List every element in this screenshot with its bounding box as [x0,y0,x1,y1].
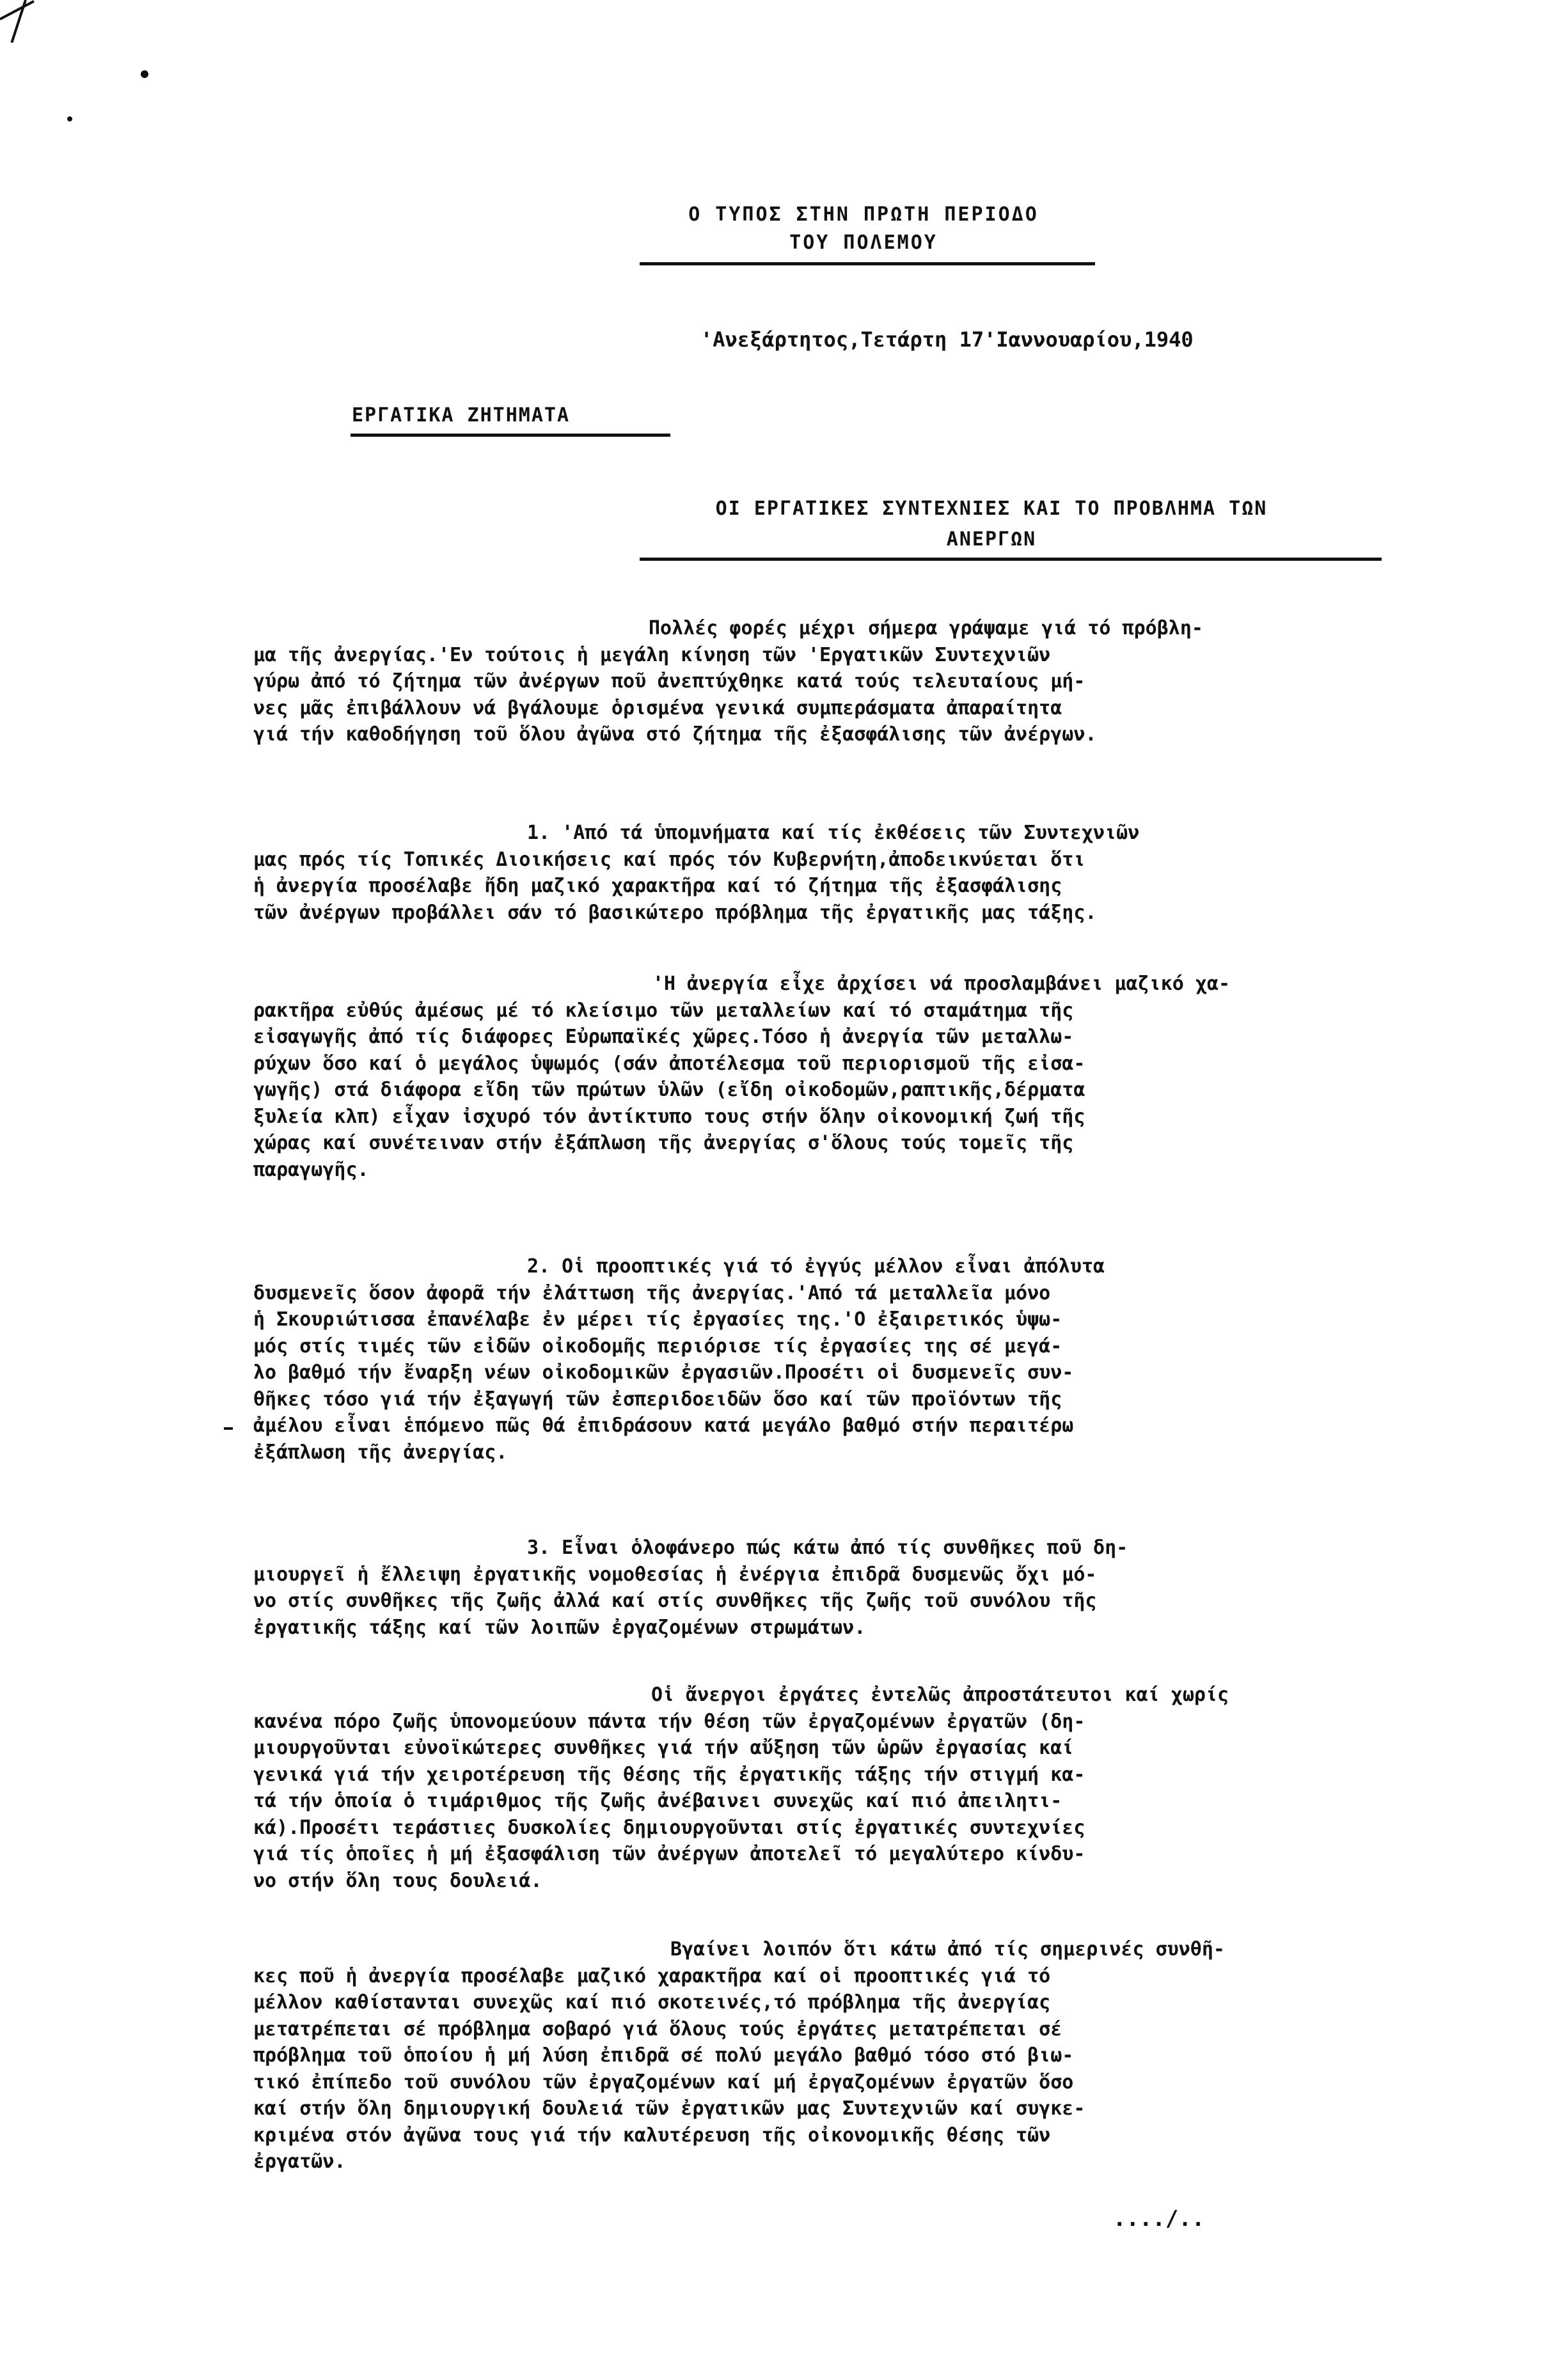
line: ἀμέλου εἶναι ἑπόμενο πῶς θά ἐπιδράσουν κατά μεγάλο βαθμό στήν περαιτέρω [253,1414,1074,1437]
line: πρόβλημα τοῦ ὁποίου ἡ μή λύση ἐπιδρᾶ σέ πολύ μεγάλο βαθμό τόσο στό βιω- [253,2044,1074,2067]
line: τῶν ἀνέργων προβάλλει σάν τό βασικώτερο πρόβλημα τῆς ἐργατικῆς μας τάξης. [253,901,1097,924]
line: νες μᾶς ἐπιβάλλουν νά βγάλουμε ὁρισμένα γενικά συμπεράσματα ἀπαραίτητα [253,696,1062,719]
line: ἐργατικῆς τάξης καί τῶν λοιπῶν ἐργαζομένων στρωμάτων. [253,1616,866,1639]
line: μέλλον καθίστανται συνεχῶς καί πιό σκοτεινές,τό πρόβλημα τῆς ἀνεργίας [253,1991,1051,2014]
corner-scan-mark-2 [10,0,26,43]
line: Πολλές φορές μέχρι σήμερα γράψαμε γιά τό πρόβλη- [649,617,1203,639]
line: γενικά γιά τήν χειροτέρευση τῆς θέσης τῆς ἐργατικῆς τάξης τήν στιγμή κα- [253,1763,1085,1786]
line: γύρω ἀπό τό ζήτημα τῶν ἀνέργων ποῦ ἀνεπτύχθηκε κατά τούς τελευταίους μή- [253,670,1085,693]
line: καί στήν ὅλη δημιουργική δουλειά τῶν ἐργατικῶν μας Συντεχνιῶν καί συγκε- [253,2097,1085,2120]
line: ἡ Σκουριώτισσα ἐπανέλαβε ἐν μέρει τίς ἐργασίες της.'Ο ἐξαιρετικός ὑψω- [253,1308,1062,1331]
line: νο στήν ὅλη τους δουλειά. [253,1869,542,1892]
paragraph-7 [253,1936,1494,2175]
line: ρύχων ὅσο καί ὁ μεγάλος ὑψωμός (σάν ἀποτέλεσμα τοῦ περιορισμοῦ τῆς εἰσα- [253,1052,1085,1075]
line: ἡ ἀνεργία προσέλαβε ἤδη μαζικό χαρακτῆρα καί τό ζήτημα τῆς ἐξασφάλισης [253,875,1062,897]
paragraph-3 [253,971,1494,1183]
paragraph-2 [253,820,1494,926]
line: γιά τήν καθοδήγηση τοῦ ὅλου ἀγῶνα στό ζήτημα τῆς ἐξασφάλισης τῶν ἀνέργων. [253,723,1097,746]
line: τά τήν ὁποία ὁ τιμάριθμος τῆς ζωῆς ἀνέβαινει συνεχῶς καί πιό ἀπειλητι- [253,1790,1062,1812]
line: Οἱ ἄνεργοι ἐργάτες ἐντελῶς ἀπροστάτευτοι καί χωρίς [651,1684,1229,1706]
line: χώρας καί συνέτειναν στήν ἐξάπλωση τῆς ἀνεργίας σ'ὅλους τούς τομεῖς τῆς [253,1132,1074,1154]
line: 1. 'Από τά ὑπομνήματα καί τίς ἐκθέσεις τῶν Συντεχνιῶν [527,822,1140,844]
paragraph-1 [253,615,1494,748]
page-continuation-mark: ..../.. [1113,2206,1205,2232]
headline-line1: ΟΙ ΕΡΓΑΤΙΚΕΣ ΣΥΝΤΕΧΝΙΕΣ ΚΑΙ ΤΟ ΠΡΟΒΛΗΜΑ ΤΩΝ [715,497,1268,520]
margin-dash [224,1427,233,1430]
paragraph-4 [253,1253,1494,1466]
dateline: 'Ανεξάρτητος,Τετάρτη 17'Ιαννουαρίου,1940 [700,327,1194,352]
line: κες ποῦ ἡ ἀνεργία προσέλαβε μαζικό χαρακτῆρα καί οἱ προοπτικές γιά τό [253,1964,1051,1987]
line: ἐξάπλωση τῆς ἀνεργίας. [253,1441,508,1464]
paragraph-5 [253,1535,1494,1641]
line: κριμένα στόν ἀγῶνα τους γιά τήν καλυτέρευση τῆς οἰκονομικῆς θέσης τῶν [253,2124,1051,2147]
line: μιουργοῦνται εὐνοϊκώτερες συνθῆκες γιά τήν αὔξηση τῶν ὡρῶν ἐργασίας καί [253,1737,1074,1759]
line: μιουργεῖ ἡ ἔλλειψη ἐργατικῆς νομοθεσίας ἡ ἐνέργια ἐπιδρᾶ δυσμενῶς ὄχι μό- [253,1563,1097,1586]
header-title-line2: ΤΟΥ ΠΟΛΕΜΟΥ [789,231,938,254]
line: κανένα πόρο ζωῆς ὑπονομεύουν πάντα τήν θέση τῶν ἐργαζομένων ἐργατῶν (δη- [253,1710,1085,1733]
title-underline [640,262,1095,265]
line: μός στίς τιμές τῶν εἰδῶν οἰκοδομῆς περιόρισε τίς ἐργασίες της σέ μεγά- [253,1335,1062,1358]
line: μα τῆς ἀνεργίας.'Εν τούτοις ἡ μεγάλη κίνηση τῶν 'Εργατικῶν Συντεχνιῶν [253,643,1051,666]
line: τικό ἐπίπεδο τοῦ συνόλου τῶν ἐργαζομένων καί μή ἐργαζομένων ἐργατῶν ὅσο [253,2071,1074,2094]
corner-scan-mark [0,0,35,20]
line: μας πρός τίς Τοπικές Διοικήσεις καί πρός τόν Κυβερνήτη,ἀποδεικνύεται ὅτι [253,848,1085,871]
line: θῆκες τόσο γιά τήν ἐξαγωγή τῶν ἐσπεριδοειδῶν ὅσο καί τῶν προϊόντων τῆς [253,1388,1062,1411]
line: 2. Οἱ προοπτικές γιά τό ἐγγύς μέλλον εἶναι ἀπόλυτα [527,1255,1105,1278]
line: εἰσαγωγῆς ἀπό τίς διάφορες Εὐρωπαϊκές χῶρες.Τόσο ἡ ἀνεργία τῶν μεταλλω- [253,1026,1074,1048]
speck [141,70,148,78]
speck [67,116,72,121]
line: γωγῆς) στά διάφορα εἴδη τῶν πρώτων ὑλῶν (εἴδη οἰκοδομῶν,ραπτικῆς,δέρματα [253,1079,1085,1101]
header-title-line1: Ο ΤΥΠΟΣ ΣΤΗΝ ΠΡΩΤΗ ΠΕΡΙΟΔΟ [688,203,1039,226]
line: γιά τίς ὁποῖες ἡ μή ἐξασφάλιση τῶν ἀνέργων ἀποτελεῖ τό μεγαλύτερο κίνδυ- [253,1843,1085,1865]
line: μετατρέπεται σέ πρόβλημα σοβαρό γιά ὅλους τούς ἐργάτες μετατρέπεται σέ [253,2017,1062,2040]
line: Βγαίνει λοιπόν ὅτι κάτω ἀπό τίς σημερινές συνθῆ- [670,1938,1225,1961]
section-label: ΕΡΓΑΤΙΚΑ ΖΗΤΗΜΑΤΑ [352,404,571,427]
line: ξυλεία κλπ) εἶχαν ἰσχυρό τόν ἀντίκτυπο τους στήν ὅλην οἰκονομική ζωή τῆς [253,1105,1085,1128]
line: 'Η ἀνεργία εἶχε ἀρχίσει νά προσλαμβάνει μαζικό χα- [652,973,1231,995]
section-underline [351,434,670,437]
line: 3. Εἶναι ὁλοφάνερο πώς κάτω ἀπό τίς συνθῆκες ποῦ δη- [527,1537,1128,1559]
headline-underline [640,558,1382,561]
line: κά).Προσέτι τεράστιες δυσκολίες δημιουργοῦνται στίς ἐργατικές συντεχνίες [253,1816,1085,1839]
line: δυσμενεῖς ὅσον ἀφορᾶ τήν ἐλάττωση τῆς ἀνεργίας.'Από τά μεταλλεῖα μόνο [253,1281,1051,1304]
line: ρακτῆρα εὐθύς ἀμέσως μέ τό κλείσιμο τῶν μεταλλείων καί τό σταμάτημα τῆς [253,999,1074,1022]
line: ἐργατῶν. [253,2150,346,2173]
headline-line2: ΑΝΕΡΓΩΝ [946,528,1037,551]
line: νο στίς συνθῆκες τῆς ζωῆς ἀλλά καί στίς συνθῆκες τῆς ζωῆς τοῦ συνόλου τῆς [253,1590,1097,1612]
paragraph-6 [253,1682,1494,1894]
line: λο βαθμό τήν ἔναρξη νέων οἰκοδομικῶν ἐργασιῶν.Προσέτι οἱ δυσμενεῖς συν- [253,1361,1074,1384]
line: παραγωγῆς. [253,1158,369,1181]
